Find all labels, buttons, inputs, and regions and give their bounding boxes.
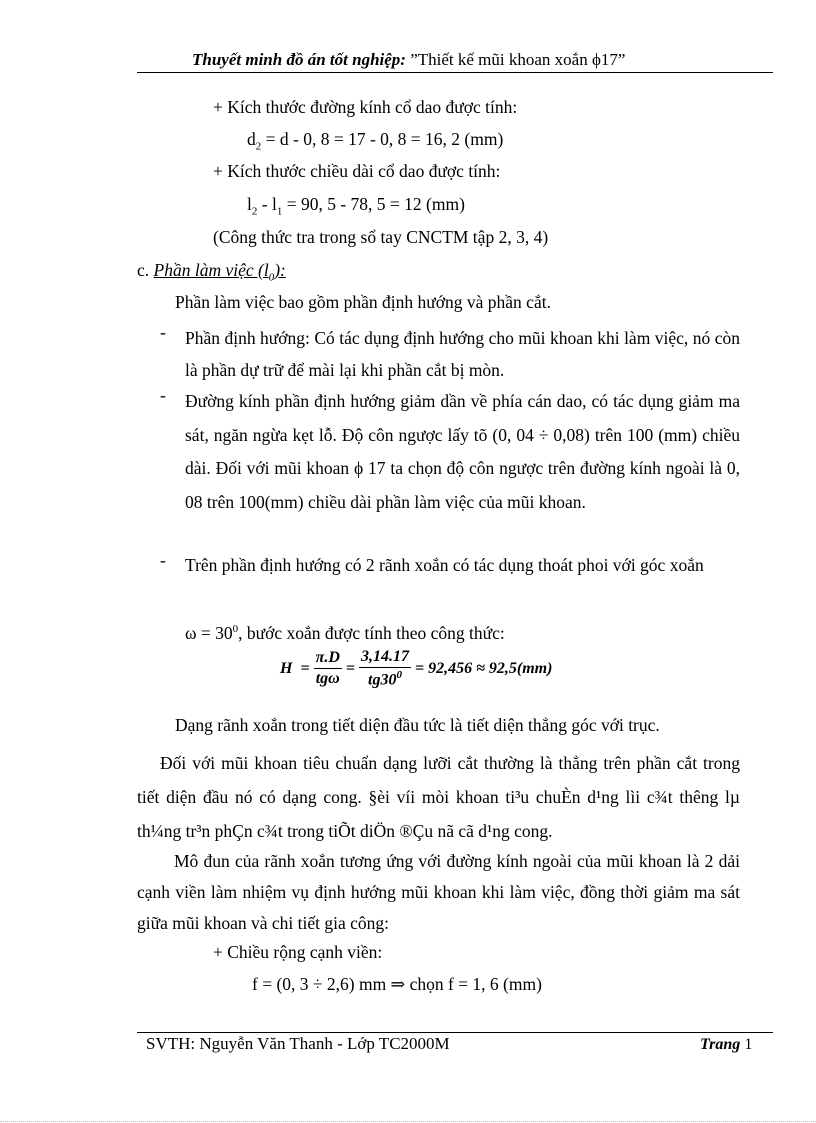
paragraph: Đối với mũi khoan tiêu chuẩn dạng lưỡi cắt thường là thẳng trên phần cắt trong tiết diện đầu nó có dạng cong. §èi víi mòi khoan ti³u chuÈn d¹ng lìi c¾t thêng lµ th¼ng tr³n phÇn c¾t trong tiÕt diÖn ®Çu nã cã d¹ng cong. bbox=[137, 753, 740, 841]
header-label: Thuyết minh đồ án tốt nghiệp: bbox=[192, 50, 406, 69]
pitch-formula: H = $\frac{\pi.D}{\text{tgω}}$ = $\frac{3,14.17}{tg30^0}$ = 92,456 ≈ 92,5(mm) bbox=[280, 648, 553, 689]
bullet-dash: - bbox=[160, 322, 166, 342]
formula-d2: $d_2 = d - 0$, 8 = 17 - 0, 8 = 16, 2 (mm) bbox=[247, 129, 504, 153]
header-title: ”Thiết kế mũi khoan xoắn ϕ17” bbox=[410, 50, 626, 69]
page-header bbox=[192, 50, 625, 70]
bullet-text: Phần định hướng: Có tác dụng định hướng cho mũi khoan khi làm việc, nó còn là phần dự trữ để mài lại khi phần cắt bị mòn. bbox=[185, 328, 740, 380]
page-edge bbox=[0, 1121, 816, 1122]
text-line: + Chiều rộng cạnh viền: bbox=[213, 942, 383, 962]
section-heading: c. Phần làm việc $(l_0)$: bbox=[137, 260, 286, 284]
formula-omega: $\omega = 30^0$, bước xoắn được tính theo công thức: bbox=[185, 622, 505, 643]
formula-length: $l_2 - l_1 = 90$, 5 - 78, 5 = 12 (mm) bbox=[247, 194, 465, 218]
text-line: (Công thức tra trong sổ tay CNCTM tập 2, 3, 4) bbox=[213, 227, 549, 247]
footer-rule bbox=[137, 1032, 773, 1033]
bullet-text: Đường kính phần định hướng giảm dần về phía cán dao, có tác dụng giảm ma sát, ngăn ngừa kẹt lỗ. Độ côn ngược lấy tõ (0, 04 ÷ 0,08) trên 100 (mm) chiều dài. Đối với mũi khoan ϕ 17 ta chọn độ côn ngược trên đường kính ngoài là 0, 08 trên 100(mm) chiều dài phần làm việc của mũi khoan. bbox=[185, 391, 740, 512]
paragraph: Mô đun của rãnh xoắn tương ứng với đường kính ngoài của mũi khoan là 2 dải cạnh viền làm nhiệm vụ định hướng mũi khoan khi làm việc, đồng thời giảm ma sát giữa mũi khoan và chi tiết gia công: bbox=[137, 851, 740, 933]
bullet-dash: - bbox=[160, 550, 166, 570]
formula-width: f = (0, 3 ÷ 2,6) mm ⇒ chọn f = 1, 6 (mm) bbox=[252, 974, 542, 994]
paragraph: Dạng rãnh xoắn trong tiết diện đầu tức là tiết diện thẳng góc với trục. bbox=[175, 715, 660, 735]
footer-author: SVTH: Nguyễn Văn Thanh - Lớp TC2000M bbox=[146, 1034, 450, 1053]
paragraph: Phần làm việc bao gồm phần định hướng và phần cắt. bbox=[175, 292, 551, 312]
bullet-dash: - bbox=[160, 385, 166, 405]
bullet-text: Trên phần định hướng có 2 rãnh xoắn có tác dụng thoát phoi với góc xoắn bbox=[185, 555, 704, 575]
text-line: + Kích thước đường kính cổ dao được tính: bbox=[213, 97, 518, 117]
page-number: Trang 1 bbox=[700, 1036, 753, 1053]
text-line: + Kích thước chiều dài cổ dao được tính: bbox=[213, 161, 501, 181]
header-rule bbox=[137, 72, 773, 73]
